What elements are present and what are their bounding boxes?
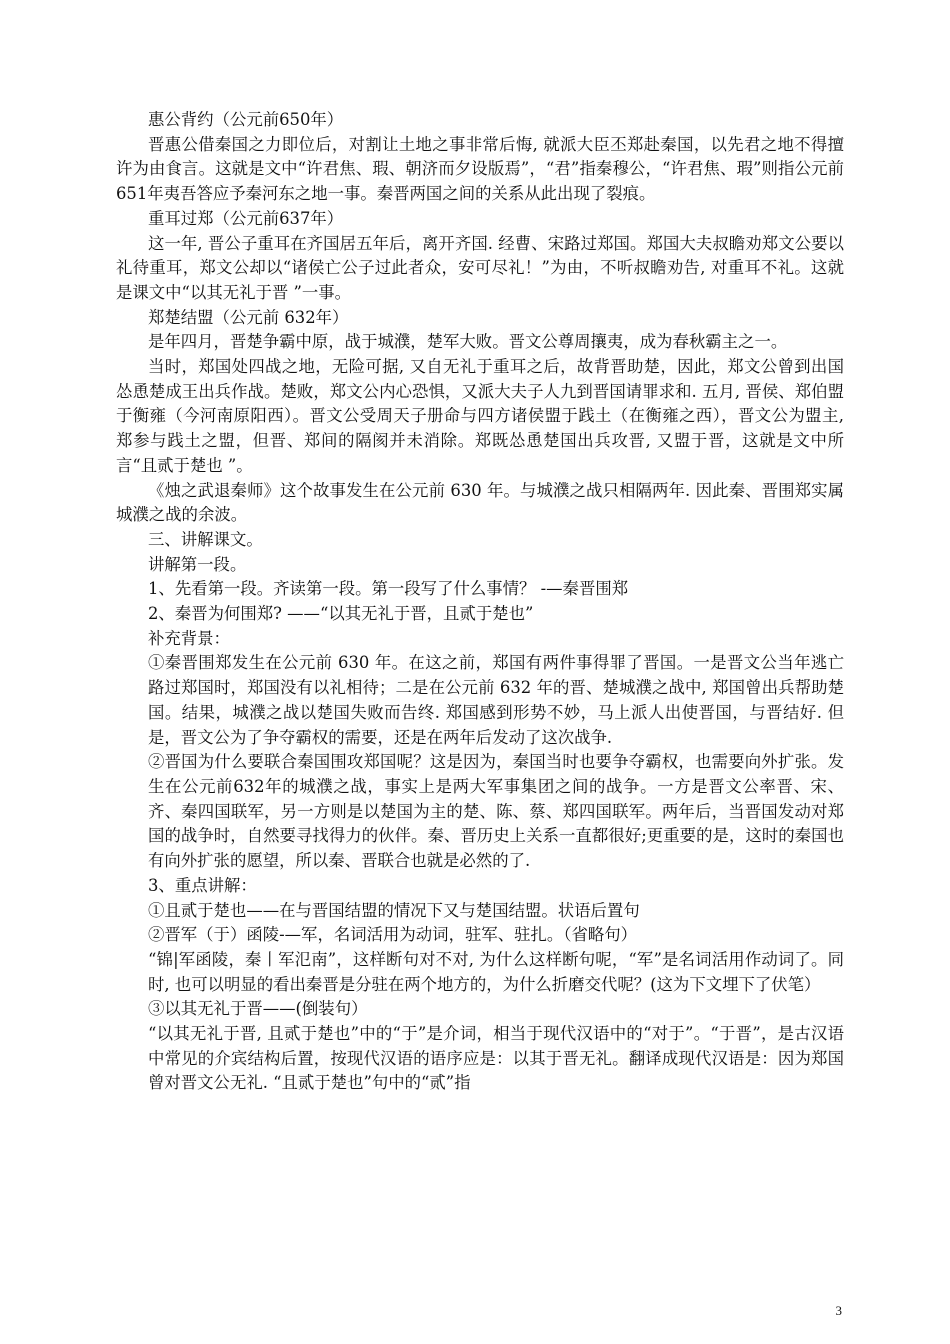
question-line: 1、先看第一段。齐读第一段。第一段写了什么事情？ -—秦晋围郑 xyxy=(148,579,629,599)
paragraph: 这一年, 晋公子重耳在齐国居五年后，离开齐国. 经曹、宋路过郑国。郑国大夫叔瞻劝郑文公要以礼待重耳，郑文公却以“诸侯亡公子过此者众，安可尽礼！”为由，不听叔瞻劝告, 对重耳不礼。这就是课文中“以其无礼于晋 ”一事。 xyxy=(116,233,844,302)
key-point-item: ①且贰于楚也——在与晋国结盟的情况下又与楚国结盟。状语后置句 xyxy=(148,900,640,920)
paragraph: 晋惠公借秦国之力即位后，对割让土地之事非常后悔, 就派大臣丕郑赴秦国，以先君之地不得擅许为由食言。这就是文中“许君焦、瑕、朝济而夕设版焉”，“君”指秦穆公，“许君焦、瑕”则指公元前651年夷吾答应予秦河东之地一事。秦晋两国之间的关系从此出现了裂痕。 xyxy=(116,134,844,204)
section-heading: 郑楚结盟（公元前 632年） xyxy=(148,307,349,327)
background-item: ②晋国为什么要联合秦国围攻郑国呢？这是因为，秦国当时也要争夺霸权，也需要向外扩张。发生在公元前632年的城濮之战，事实上是两大军事集团之间的战争。一方是晋文公率晋、宋、齐、秦四国联军，另一方则是以楚国为主的楚、陈、蔡、郑四国联军。两年后，当晋国发动对郑国的战争时，自然要寻找得力的伙伴。秦、晋历史上关系一直都很好;更重要的是，这时的秦国也有向外扩张的愿望，所以秦、晋联合也就是必然的了. xyxy=(148,752,844,871)
subsection-heading: 讲解第一段。 xyxy=(148,554,247,574)
question-line: 2、秦晋为何围郑? ——“以其无礼于晋，且贰于楚也” xyxy=(148,604,534,624)
subsection-heading: 3、重点讲解： xyxy=(148,875,257,895)
paragraph: 是年四月，晋楚争霸中原，战于城濮，楚军大败。晋文公尊周攘夷，成为春秋霸主之一。 xyxy=(148,332,788,352)
subsection-heading: 补充背景： xyxy=(148,628,230,648)
section-heading: 惠公背约（公元前650年） xyxy=(148,110,344,129)
key-point-note: “锦|军函陵，秦丨军氾南”，这样断句对不对, 为什么这样断句呢，“军”是名词活用作动词了。同时, 也可以明显的看出秦晋是分驻在两个地方的，为什么折磨交代呢？(这为下文埋下了伏笔） xyxy=(148,949,844,994)
key-point-note: “以其无礼于晋, 且贰于楚也”中的“于”是介词，相当于现代汉语中的“对于”。“于晋”，是古汉语中常见的介宾结构后置，按现代汉语的语序应是：以其于晋无礼。翻译成现代汉语是：因为郑国曾对晋文公无礼. “且贰于楚也”句中的“贰”指 xyxy=(148,1024,844,1093)
page-number: 3 xyxy=(835,1303,842,1318)
section-heading: 三、讲解课文。 xyxy=(148,529,263,549)
section-heading: 重耳过郑（公元前637年） xyxy=(148,208,344,228)
key-point-item: ③以其无礼于晋——(倒装句） xyxy=(148,999,368,1019)
key-point-item: ②晋军（于）函陵-—军，名词活用为动词，驻军、驻扎。（省略句） xyxy=(148,925,638,945)
paragraph: 当时，郑国处四战之地，无险可据, 又自无礼于重耳之后，故背晋助楚，因此，郑文公曾到出国怂恿楚成王出兵作战。楚败，郑文公内心恐惧，又派大夫子人九到晋国请罪求和. 五月, 晋侯、郑伯盟于衡雍（今河南原阳西）。晋文公受周天子册命与四方诸侯盟于践土（在衡雍之西），晋文公为盟主, 郑参与践土之盟，但晋、郑间的隔阂并未消除。郑既怂恿楚国出兵攻晋, 又盟于晋，这就是文中所言“且贰于楚也 ”。 xyxy=(116,357,844,475)
background-item: ①秦晋围郑发生在公元前 630 年。在这之前，郑国有两件事得罪了晋国。一是晋文公当年逃亡路过郑国时，郑国没有以礼相待；二是在公元前 632 年的晋、楚城濮之战中, 郑国曾出兵帮助楚国。结果，城濮之战以楚国失败而告终. 郑国感到形势不妙，马上派人出使晋国，与晋结好. 但是，晋文公为了争夺霸权的需要，还是在两年后发动了这次战争. xyxy=(148,653,844,747)
paragraph: 《烛之武退秦师》这个故事发生在公元前 630 年。与城濮之战只相隔两年. 因此秦、晋围郑实属城濮之战的余波。 xyxy=(116,480,844,525)
document-body xyxy=(116,108,844,1096)
